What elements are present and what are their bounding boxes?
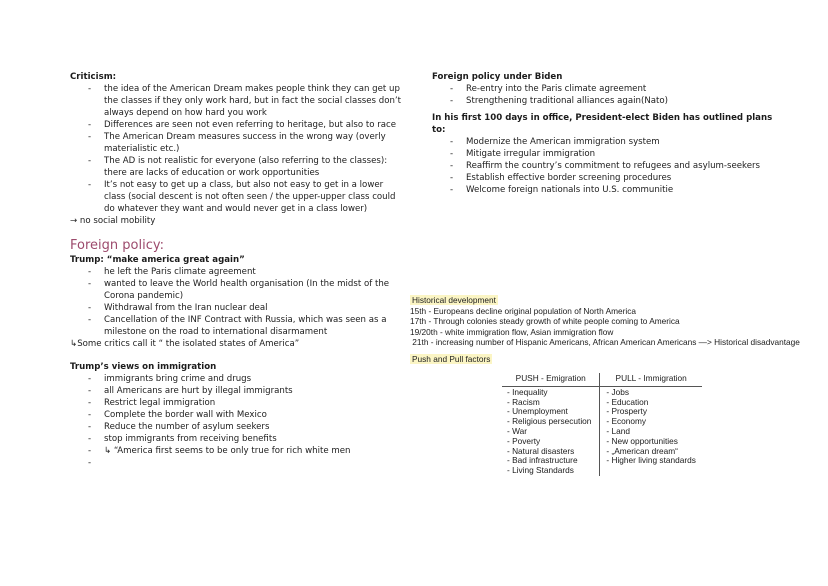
historical-line: 15th - Europeans decline original population of North America	[410, 305, 636, 316]
list-item: - It’s not easy to get up a class, but also not easy to get in a lower class (social descent is not often seen / the upper-upper class could do whatever they want and would never get in a class lower)	[70, 179, 405, 215]
list-item: - Establish effective border screening procedures	[432, 172, 782, 184]
push-item: - Living Standards	[507, 465, 574, 476]
push-item: - Poverty	[507, 435, 541, 446]
push-pull-heading-wrap	[410, 354, 492, 364]
push-item: - Unemployment	[507, 406, 568, 417]
list-item: - The American Dream measures success in the wrong way (overly materialistic etc.)	[70, 131, 405, 155]
historical-line: 19/20th - white immigration flow, Asian immigration flow	[410, 326, 614, 337]
list-item: - immigrants bring crime and drugs	[70, 373, 405, 385]
biden-list	[432, 83, 782, 107]
list-item: - all Americans are hurt by illegal immigrants	[70, 385, 405, 397]
push-pull-heading: Push and Pull factors	[412, 354, 491, 364]
push-item: - Natural disasters	[507, 445, 575, 456]
list-item: - Reaffirm the country’s commitment to refugees and asylum-seekers	[432, 160, 782, 172]
push-item: - Bad infrastructure	[507, 455, 578, 466]
list-item: - stop immigrants from receiving benefits	[70, 433, 405, 445]
list-item: - The AD is not realistic for everyone (also referring to the classes): there are lacks of education or work opportunities	[70, 155, 405, 179]
right-column	[432, 71, 782, 196]
push-header: PUSH - Emigration	[502, 373, 600, 386]
list-item: - Differences are seen not even referring to heritage, but also to race	[70, 119, 405, 131]
pull-item: - „American dream“	[606, 445, 678, 456]
left-column	[70, 71, 405, 469]
pull-item: - Land	[606, 425, 630, 436]
pull-item: - New opportunities	[606, 435, 678, 446]
list-item: - Restrict legal immigration	[70, 397, 405, 409]
trump-heading: Trump: “make america great again”	[70, 255, 245, 265]
list-item: - Mitigate irregular immigration	[432, 148, 782, 160]
biden-heading: Foreign policy under Biden	[432, 72, 563, 82]
pull-item: - Higher living standards	[606, 455, 696, 466]
list-item: - Cancellation of the INF Contract with Russia, which was seen as a milestone on the road to international disarmament	[70, 314, 405, 338]
list-item	[70, 457, 405, 469]
pull-item: - Prosperty	[606, 406, 647, 417]
list-item: - Withdrawal from the Iran nuclear deal	[70, 302, 405, 314]
pull-header: PULL - Immigration	[600, 373, 702, 386]
list-item: - Strengthening traditional alliances again(Nato)	[432, 95, 782, 107]
trump-note: ↳Some critics call it “ the isolated states of America”	[70, 339, 300, 349]
push-item: - Inequality	[507, 386, 548, 397]
push-pull-table	[502, 373, 702, 476]
historical-line: 21th - increasing number of Hispanic Americans, African American Americans —> Historical disadvantage	[410, 337, 800, 348]
list-item: - Re-entry into the Paris climate agreement	[432, 83, 782, 95]
push-list	[502, 386, 600, 476]
historical-development	[410, 295, 820, 348]
push-item: - Religious persecution	[507, 416, 592, 427]
list-item: - wanted to leave the World health organisation (In the midst of the Corona pandemic)	[70, 278, 405, 302]
immigration-list	[70, 373, 405, 469]
historical-heading: Historical development	[412, 295, 496, 305]
push-item: - War	[507, 425, 527, 436]
historical-line: 17th - Through colonies steady growth of white people coming to America	[410, 316, 680, 327]
list-item: - ↳ “America first seems to be only true for rich white men	[70, 445, 405, 457]
foreign-policy-title: Foreign policy:	[70, 238, 164, 253]
list-item: - Welcome foreign nationals into U.S. communitie	[432, 184, 782, 196]
criticism-heading: Criticism:	[70, 72, 117, 82]
biden-plans-heading: In his first 100 days in office, President-elect Biden has outlined plans to:	[432, 113, 773, 135]
immigration-heading: Trump’s views on immigration	[70, 362, 217, 372]
push-item: - Racism	[507, 396, 540, 407]
criticism-conclusion: → no social mobility	[70, 216, 156, 226]
list-item: - he left the Paris climate agreement	[70, 266, 405, 278]
criticism-list	[70, 83, 405, 215]
list-item: - the idea of the American Dream makes people think they can get up the classes if they only work hard, but in fact the social classes don’t always depend on how hard you work	[70, 83, 405, 119]
list-item: - Complete the border wall with Mexico	[70, 409, 405, 421]
pull-item: - Education	[606, 396, 649, 407]
pull-item: - Jobs	[606, 386, 629, 397]
pull-item: - Economy	[606, 416, 647, 427]
list-item: - Reduce the number of asylum seekers	[70, 421, 405, 433]
list-item: - Modernize the American immigration system	[432, 136, 782, 148]
trump-list	[70, 266, 405, 338]
biden-plans-list	[432, 136, 782, 196]
pull-list	[600, 386, 702, 476]
